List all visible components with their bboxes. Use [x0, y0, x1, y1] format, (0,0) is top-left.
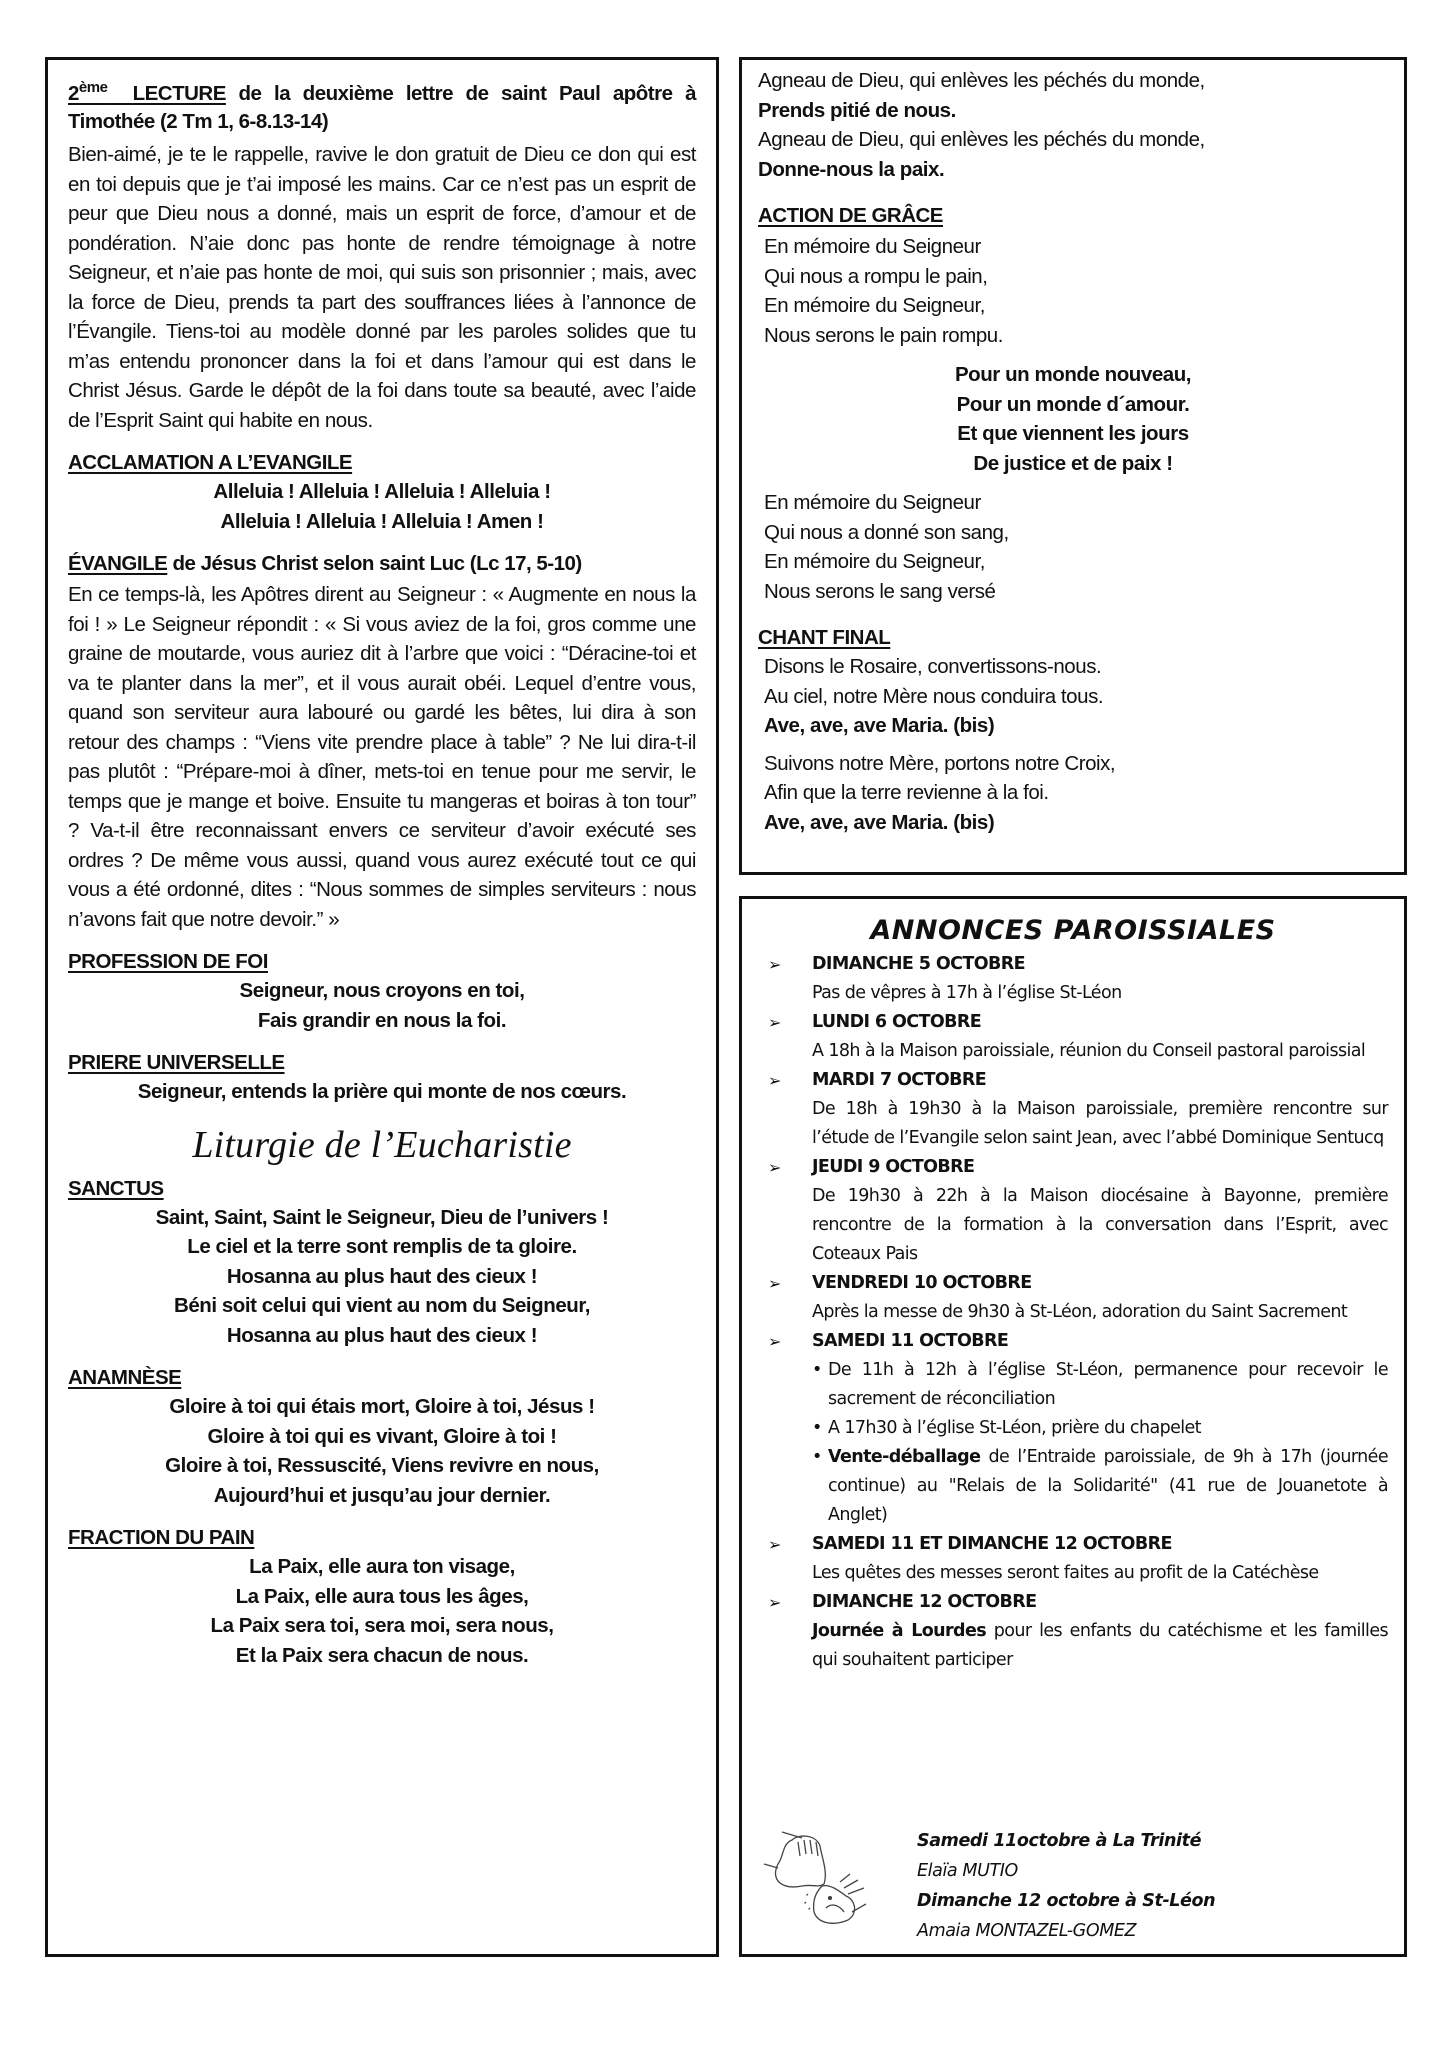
- reading2-label: 2ème LECTURE: [68, 79, 226, 105]
- sanctus-lines: Saint, Saint, Saint le Seigneur, Dieu de l’univers ! Le ciel et la terre sont remplis de ta gloire. Hosanna au plus haut des cieux ! Béni soit celui qui vient au nom du Seigneur, Hosanna au plus haut des cieux !: [155, 1205, 609, 1347]
- action-de-grace-refrain: Pour un monde nouveau, Pour un monde d´amour. Et que viennent les jours De justice et de paix !: [954, 363, 1192, 475]
- announcement-item: ➢ SAMEDI 11 ET DIMANCHE 12 OCTOBRE Les quêtes des messes seront faites au profit de la Catéchèse: [758, 1530, 1388, 1588]
- arrow-bullet-icon: ➢: [768, 1535, 781, 1554]
- baptisms-list: Samedi 11octobre à La Trinité Elaïa MUTIO Dimanche 12 octobre à St-Léon Amaia MONTAZEL-GOMEZ: [917, 1831, 1216, 1941]
- dot-bullet-icon: •: [812, 1418, 822, 1438]
- announcement-item: ➢ DIMANCHE 5 OCTOBRE Pas de vêpres à 17h à l’église St-Léon: [758, 950, 1388, 1008]
- arrow-bullet-icon: ➢: [768, 1332, 781, 1351]
- anamnese-heading: ANAMNÈSE: [68, 1366, 182, 1389]
- arrow-bullet-icon: ➢: [768, 1013, 781, 1032]
- arrow-bullet-icon: ➢: [768, 1158, 781, 1177]
- acclamation-heading: ACCLAMATION A L’EVANGILE: [68, 451, 353, 474]
- announcement-item: ➢ LUNDI 6 OCTOBRE A 18h à la Maison paroissiale, réunion du Conseil pastoral paroissial: [758, 1008, 1388, 1066]
- profession-heading: PROFESSION DE FOI: [68, 950, 268, 973]
- reading2-title: 2ème LECTURE de la deuxième lettre de saint Paul apôtre à Timothée (2 Tm 1, 6-8.13-14): [68, 79, 696, 133]
- arrow-bullet-icon: ➢: [768, 1274, 781, 1293]
- announcement-item: ➢ JEUDI 9 OCTOBRE De 19h30 à 22h à la Maison diocésaine à Bayonne, première rencontre de la formation à la conversation dans l’Esprit, avec Coteaux Pais: [758, 1153, 1388, 1269]
- gospel-text: En ce temps-là, les Apôtres dirent au Seigneur : « Augmente en nous la foi ! » Le Seigneur répondit : « Si vous aviez de la foi, gros comme une graine de moutarde, vous auriez dit à l’arbre que voici : “Déracine-toi et va te planter dans la mer”, et il vous aurait obéi. Lequel d’entre vous, quand son serviteur aura labouré ou gardé les bêtes, lui dira à son retour des champs : “Viens vite prendre place à table” ? Ne lui dira-t-il pas plutôt : “Prépare-moi à dîner, mets-toi en tenue pour me servir, le temps que je mange et boive. Ensuite tu mangeras et boiras à ton tour” ? Va-t-il être reconnaissant envers ce serviteur d’avoir exécuté ses ordres ? De même vous aussi, quand vous aurez exécuté tout ce qui vous a été ordonné, dites : “Nous sommes de simples serviteurs : nous n’avons fait que notre devoir.” »: [68, 583, 696, 931]
- fraction-heading: FRACTION DU PAIN: [68, 1526, 255, 1549]
- agneau-de-dieu: Agneau de Dieu, qui enlèves les péchés du monde, Prends pitié de nous. Agneau de Dieu, qui enlèves les péchés du monde, Donne-nous la paix.: [758, 69, 1205, 181]
- reading2-text: Bien-aimé, je te le rappelle, ravive le don gratuit de Dieu ce don qui est en toi depuis que je t’ai imposé les mains. Car ce n’est pas un esprit de peur que Dieu nous a donné, mais un esprit de force, d’amour et de pondération. N’aie donc pas honte de rendre témoignage à notre Seigneur, et n’aie pas honte de moi, qui suis son prisonnier ; mais, avec la force de Dieu, prends ta part des souffrances liées à l’annonce de l’Évangile. Tiens-toi au modèle donné par les paroles solides que tu m’as entendu prononcer dans la foi et dans l’amour qui est dans le Christ Jésus. Garde le dépôt de la foi dans toute sa beauté, avec l’aide de l’Esprit Saint qui habite en nous.: [68, 143, 696, 432]
- left-column-box: [45, 57, 719, 1957]
- priere-lines: Seigneur, entends la prière qui monte de nos cœurs.: [137, 1080, 627, 1103]
- announcement-item: ➢ SAMEDI 11 OCTOBRE • De 11h à 12h à l’église St-Léon, permanence pour recevoir le sacrement de réconciliation • A 17h30 à l’église St-Léon, prière du chapelet • Vente-déballage de l’Entraide paroissiale, de 9h à 17h (journée continue) au "Relais de la Solidarité" (41 rue de Jouanetote à Anglet): [758, 1327, 1388, 1530]
- dot-bullet-icon: •: [812, 1360, 822, 1380]
- announcement-subitem: • A 17h30 à l’église St-Léon, prière du chapelet: [812, 1414, 1388, 1443]
- gospel-title: ÉVANGILE de Jésus Christ selon saint Luc (Lc 17, 5-10): [68, 552, 582, 575]
- dot-bullet-icon: •: [812, 1447, 822, 1467]
- announcements-title: ANNONCES PAROISSIALES: [870, 915, 1276, 946]
- announcement-subitem: • Vente-déballage de l’Entraide paroissiale, de 9h à 17h (journée continue) au "Relais de la Solidarité" (41 rue de Jouanetote à Anglet): [812, 1443, 1388, 1530]
- chant-final-verse1: Disons le Rosaire, convertissons-nous. Au ciel, notre Mère nous conduira tous. Ave, ave, ave Maria. (bis): [764, 655, 1104, 737]
- announcement-item: ➢ DIMANCHE 12 OCTOBRE Journée à Lourdes pour les enfants du catéchisme et les familles qui souhaitent participer: [758, 1588, 1388, 1675]
- profession-lines: Seigneur, nous croyons en toi, Fais grandir en nous la foi.: [239, 979, 525, 1032]
- announcement-item: ➢ VENDREDI 10 OCTOBRE Après la messe de 9h30 à St-Léon, adoration du Saint Sacrement: [758, 1269, 1388, 1327]
- action-de-grace-verse2: En mémoire du Seigneur Qui nous a donné son sang, En mémoire du Seigneur, Nous serons le sang versé: [764, 491, 1009, 603]
- chant-final-verse2: Suivons notre Mère, portons notre Croix, Afin que la terre revienne à la foi. Ave, ave, ave Maria. (bis): [764, 751, 1116, 834]
- announcement-subitem: • De 11h à 12h à l’église St-Léon, permanence pour recevoir le sacrement de réconciliation: [812, 1356, 1388, 1414]
- announcement-item: ➢ MARDI 7 OCTOBRE De 18h à 19h30 à la Maison paroissiale, première rencontre sur l’étude de l’Evangile selon saint Jean, avec l’abbé Dominique Sentucq: [758, 1066, 1388, 1153]
- action-de-grace-verse1: En mémoire du Seigneur Qui nous a rompu le pain, En mémoire du Seigneur, Nous serons le pain rompu.: [764, 235, 1003, 347]
- chant-final-heading: CHANT FINAL: [758, 626, 891, 649]
- anamnese-lines: Gloire à toi qui étais mort, Gloire à toi, Jésus ! Gloire à toi qui es vivant, Gloire à toi ! Gloire à toi, Ressuscité, Viens revivre en nous, Aujourd’hui et jusqu’au jour dernier.: [165, 1395, 599, 1507]
- arrow-bullet-icon: ➢: [768, 1071, 781, 1090]
- fraction-lines: La Paix, elle aura ton visage, La Paix, elle aura tous les âges, La Paix sera toi, sera moi, sera nous, Et la Paix sera chacun de nous.: [210, 1555, 554, 1667]
- announcements-box: [739, 896, 1407, 1957]
- sanctus-heading: SANCTUS: [68, 1176, 164, 1200]
- baptism-illustration-icon: [762, 1824, 872, 1934]
- right-top-box: [739, 57, 1407, 875]
- action-de-grace-heading: ACTION DE GRÂCE: [758, 204, 943, 227]
- arrow-bullet-icon: ➢: [768, 1593, 781, 1612]
- priere-heading: PRIERE UNIVERSELLE: [68, 1051, 285, 1074]
- acclamation-lines: Alleluia ! Alleluia ! Alleluia ! Alleluia ! Alleluia ! Alleluia ! Alleluia ! Amen !: [213, 480, 551, 533]
- liturgy-eucharist-title: Liturgie de l’Eucharistie: [192, 1123, 572, 1166]
- arrow-bullet-icon: ➢: [768, 955, 781, 974]
